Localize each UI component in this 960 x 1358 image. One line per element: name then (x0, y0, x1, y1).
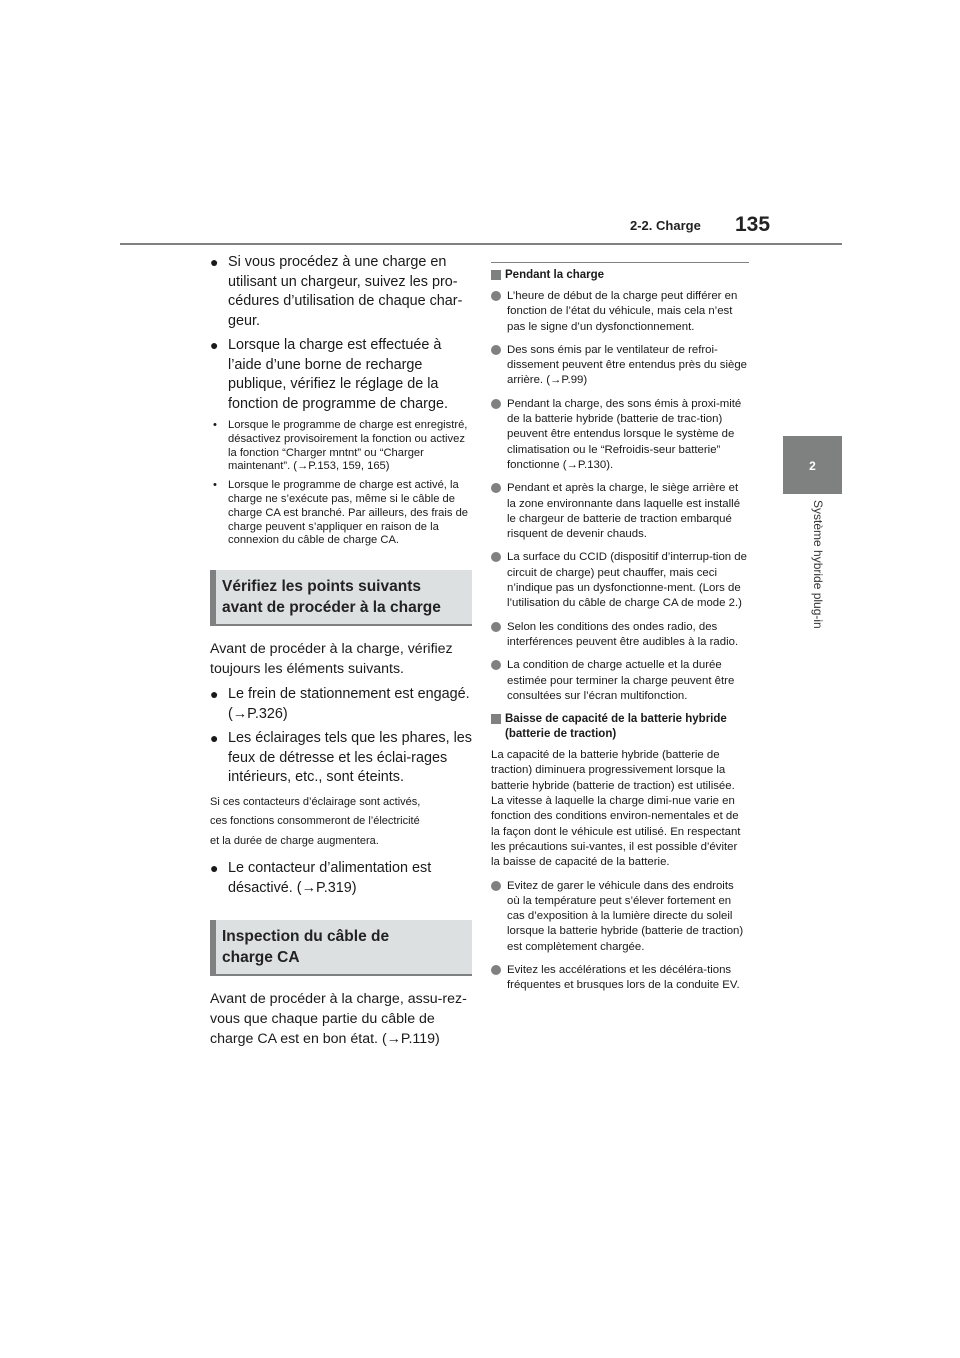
list-item: Des sons émis par le ventilateur de refroi-dissement peuvent être entendus près du siège arrière. (→P.99) (491, 343, 749, 389)
sub-heading: Pendant la charge (491, 268, 749, 283)
column-rule (491, 262, 749, 263)
section-title: 2-2. Charge (630, 218, 701, 233)
list-item: Selon les conditions des ondes radio, des interférences peuvent être audibles à la radio. (491, 620, 749, 651)
circle-bullet-icon (491, 881, 501, 891)
bullet-item: ● Les éclairages tels que les phares, les feux de détresse et les éclai-rages intérieurs, etc., sont éteints. (210, 730, 472, 786)
list-item: Pendant et après la charge, le siège arrière et la zone environnante dans laquelle est installé le chargeur de batterie de traction embarqué risquent de devenir chauds. (491, 481, 749, 542)
circle-bullet-icon (491, 552, 501, 562)
header-rule (120, 243, 842, 245)
circle-bullet-icon (491, 965, 501, 975)
note-item: • Lorsque le programme de charge est enregistré, désactivez provisoirement la fonction ou activez la fonction “Charger mntnt” ou “Charger maintenant”. (→P.153, 159, 165) (213, 419, 468, 473)
small-text-line: Si ces contacteurs d’éclairage sont activés, (210, 795, 421, 808)
left-column (210, 253, 472, 1055)
circle-bullet-icon (491, 345, 501, 355)
section-heading-box: Inspection du câble de charge CA (210, 920, 472, 976)
bullet-item: ● Lorsque la charge est effectuée à l’aide d’une borne de recharge publique, vérifiez le réglage de la fonction de programme de charge. (210, 337, 448, 412)
square-bullet-icon (491, 270, 501, 280)
paragraph: La capacité de la batterie hybride (batterie de traction) diminuera progressivement lorsque la batterie hybride (batterie de traction) est utilisée. La vitesse à laquelle la charge dimi-nue varie en fonction des conditions environ-nementales et de la façon dont le véhicule est utilisé. En respectant les précautions sui-vantes, il est possible d’éviter la baisse de capacité de la batterie. (491, 749, 741, 869)
bullet-item: ● Le contacteur d’alimentation est désactivé. (→P.319) (210, 860, 432, 896)
circle-bullet-icon (491, 622, 501, 632)
list-item: Pendant la charge, des sons émis à proxi-mité de la batterie hybride (batterie de trac-tion) peuvent être entendus lorsque le système de climatisation ou le “Refroidis-seur batterie” fonctionne (→P.130). (491, 397, 749, 473)
list-item: Evitez de garer le véhicule dans des endroits où la température peut s’élever fortement en cas d’exposition à la lumière directe du soleil lorsque la batterie hybride (batterie de traction) est complètement chargée. (491, 879, 749, 955)
chapter-tab: 2 (783, 436, 842, 494)
note-item: • Lorsque le programme de charge est activé, la charge ne s’exécute pas, même si le câble de charge CA est branché. Par ailleurs, des frais de charge peuvent s’appliquer en raison de la connexion du câble de charge CA. (213, 479, 469, 547)
section-text: Avant de procéder à la charge, assu-rez-vous que chaque partie du câble de charge CA est en bon état. (→P.119) (210, 991, 467, 1047)
bullet-icon: ● (210, 337, 219, 353)
small-text-line: et la durée de charge augmentera. (210, 834, 379, 847)
small-text-line: ces fonctions consommeront de l’électricité (210, 815, 420, 828)
circle-bullet-icon (491, 660, 501, 670)
bullet-icon: ● (210, 686, 219, 703)
list-item: Evitez les accélérations et les décéléra-tions fréquentes et brusques lors de la conduite EV. (491, 963, 749, 994)
sub-heading: Baisse de capacité de la batterie hybride (batterie de traction) (491, 712, 749, 742)
circle-bullet-icon (491, 399, 501, 409)
small-bullet-icon: • (213, 419, 217, 431)
bullet-icon: ● (210, 730, 219, 747)
bullet-icon: ● (210, 254, 219, 270)
right-column (491, 262, 749, 1002)
list-item: La surface du CCID (dispositif d’interrup-tion de circuit de charge) peut chauffer, mais ceci n’indique pas un dysfonctionne-ment. (Lors de l’utilisation du câble de charge CA de mode 2.) (491, 550, 749, 611)
bullet-item: ● Si vous procédez à une charge en utilisant un chargeur, suivez les pro-cédures d’utilisation de chaque char-geur. (210, 254, 463, 329)
small-bullet-icon: • (213, 479, 217, 492)
list-item: La condition de charge actuelle et la durée estimée pour terminer la charge peuvent être consultées sur l’écran multifonction. (491, 658, 749, 704)
page-number: 135 (735, 213, 771, 236)
section-intro: Avant de procéder à la charge, vérifiez toujours les éléments suivants. (210, 641, 453, 677)
square-bullet-icon (491, 714, 501, 724)
section-heading-box: Vérifiez les points suivants avant de procéder à la charge (210, 570, 472, 626)
bullet-icon: ● (210, 860, 219, 877)
circle-bullet-icon (491, 483, 501, 493)
bullet-item: ● Le frein de stationnement est engagé. (→P.326) (210, 686, 470, 722)
list-item: L’heure de début de la charge peut différer en fonction de l’état du véhicule, mais cela n’est pas le signe d’un dysfonctionnement. (491, 289, 749, 335)
chapter-label: Système hybride plug-in (811, 500, 825, 629)
circle-bullet-icon (491, 291, 501, 301)
